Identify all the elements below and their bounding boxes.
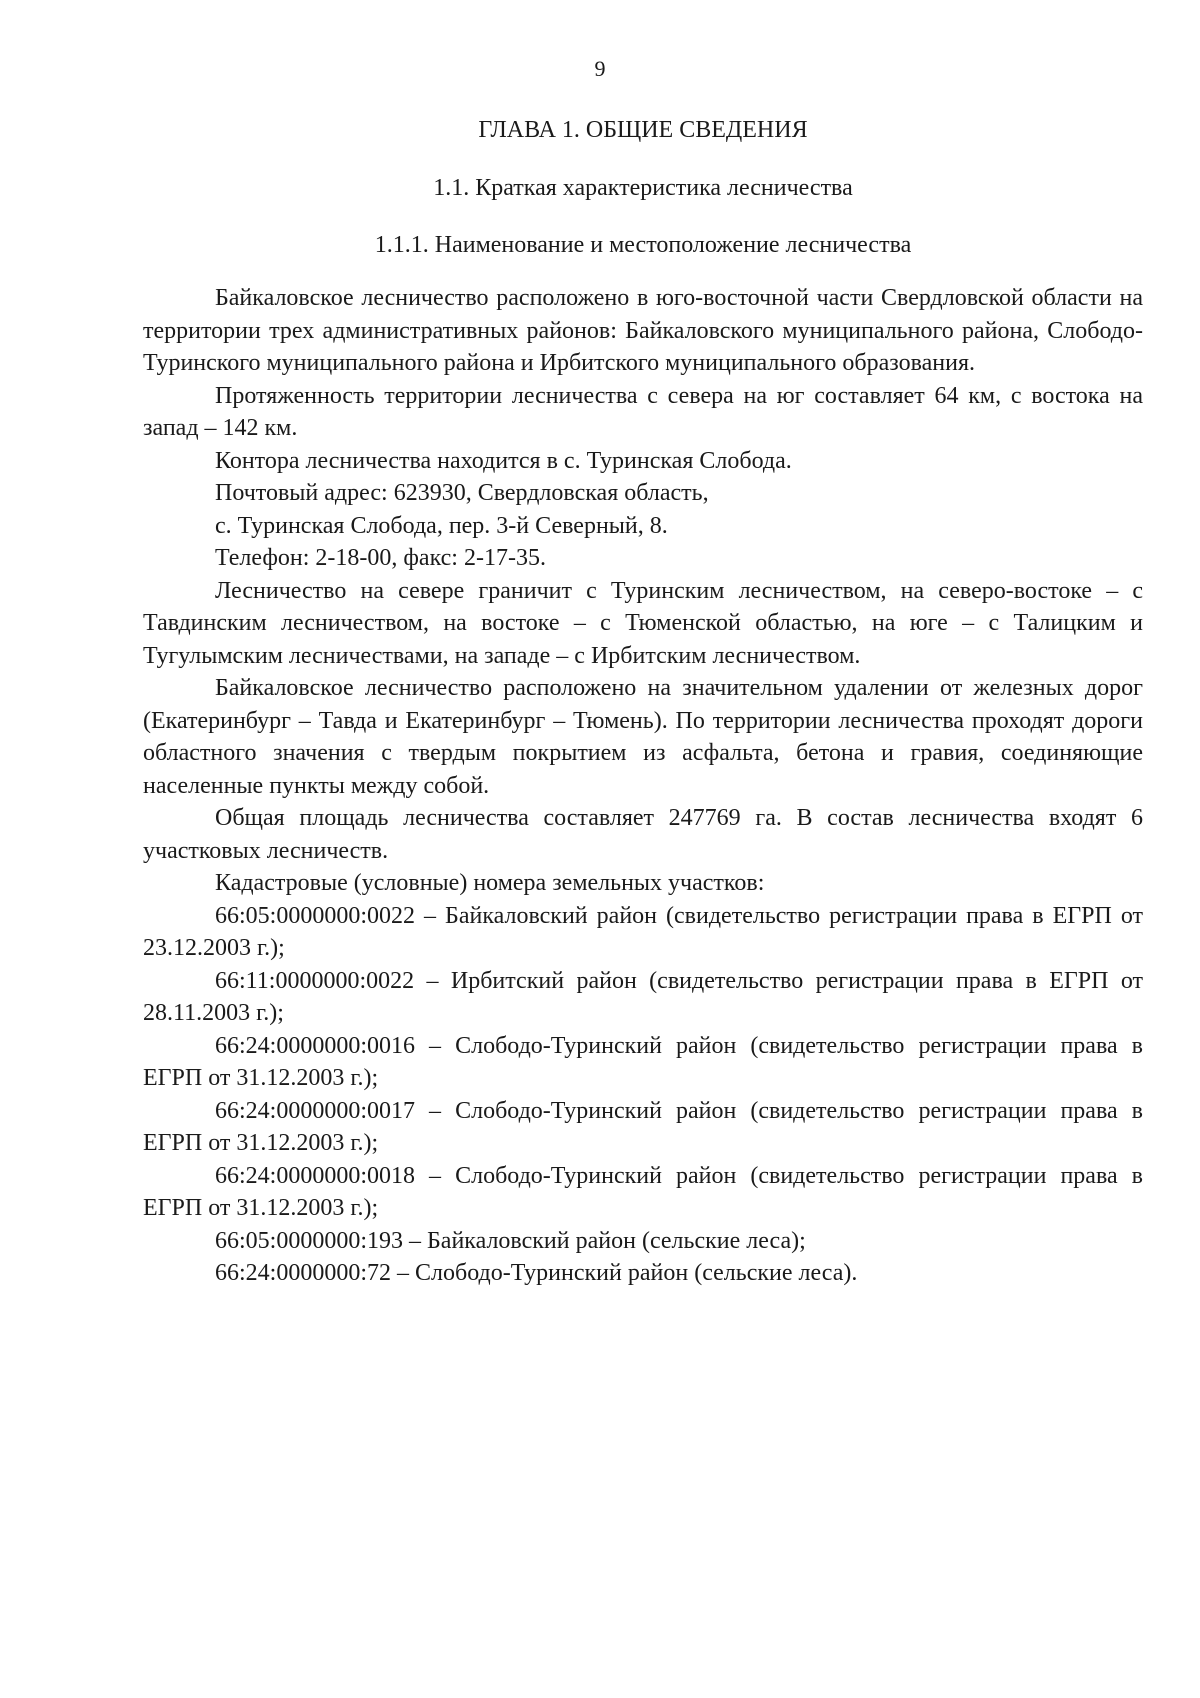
paragraph: Контора лесничества находится в с. Туринская Слобода. <box>215 447 792 474</box>
subsection-title: 1.1.1. Наименование и местоположение лесничества <box>374 232 912 258</box>
paragraph: Байкаловское лесничество расположено на значительном удалении от железных дорог (Екатеринбург – Тавда и Екатеринбург – Тюмень). По территории лесничества проходят дороги областного значения с твердым покрытием из асфальта, бетона и гравия, соединяющие населенные пункты между собой. <box>143 675 1143 799</box>
paragraph: 66:24:0000000:0016 – Слободо-Туринский район (свидетельство регистрации права в ЕГРП от 31.12.2003 г.); <box>143 1032 1143 1091</box>
paragraph: Лесничество на севере граничит с Туринским лесничеством, на северо-востоке – с Тавдинским лесничеством, на востоке – с Тюменской областью, на юге – с Талицким и Тугулымским лесничествами, на западе – с Ирбитским лесничеством. <box>143 577 1143 669</box>
paragraph: 66:24:0000000:0018 – Слободо-Туринский район (свидетельство регистрации права в ЕГРП от 31.12.2003 г.); <box>143 1162 1143 1221</box>
paragraph: 66:05:0000000:0022 – Байкаловский район (свидетельство регистрации права в ЕГРП от 23.12.2003 г.); <box>143 902 1143 961</box>
page-number: 9 <box>594 56 606 81</box>
paragraph: Почтовый адрес: 623930, Свердловская область, <box>215 480 709 506</box>
body-text <box>143 282 1143 1290</box>
paragraph: 66:24:0000000:72 – Слободо-Туринский район (сельские леса). <box>215 1260 858 1286</box>
paragraph: с. Туринская Слобода, пер. 3-й Северный, 8. <box>215 512 668 539</box>
paragraph: Байкаловское лесничество расположено в юго-восточной части Свердловской области на территории трех административных районов: Байкаловского муниципального района, Слободо-Туринского муниципального района и Ирбитского муниципального образования. <box>143 285 1143 376</box>
paragraph: 66:24:0000000:0017 – Слободо-Туринский район (свидетельство регистрации права в ЕГРП от 31.12.2003 г.); <box>143 1097 1143 1156</box>
paragraph: 66:11:0000000:0022 – Ирбитский район (свидетельство регистрации права в ЕГРП от 28.11.2003 г.); <box>143 967 1143 1026</box>
paragraph: Кадастровые (условные) номера земельных участков: <box>215 870 765 896</box>
paragraph: 66:05:0000000:193 – Байкаловский район (сельские леса); <box>215 1227 806 1254</box>
section-title: 1.1. Краткая характеристика лесничества <box>433 175 853 201</box>
paragraph: Телефон: 2-18-00, факс: 2-17-35. <box>215 545 546 571</box>
chapter-title: ГЛАВА 1. ОБЩИЕ СВЕДЕНИЯ <box>478 117 808 143</box>
paragraph: Общая площадь лесничества составляет 247769 га. В состав лесничества входят 6 участковых лесничеств. <box>143 805 1143 864</box>
paragraph: Протяженность территории лесничества с севера на юг составляет 64 км, с востока на запад – 142 км. <box>143 382 1143 441</box>
